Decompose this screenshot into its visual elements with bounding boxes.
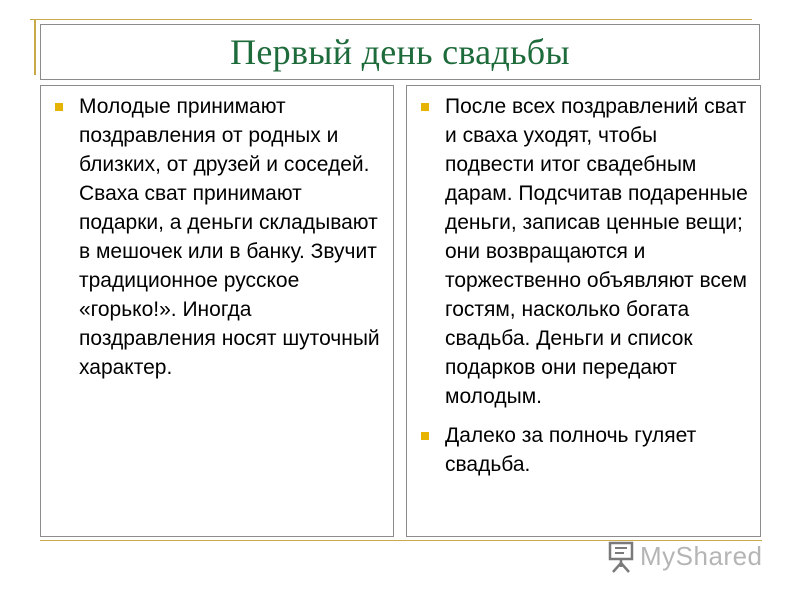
watermark-text: MyShared: [640, 540, 763, 571]
bullet-item: [421, 421, 750, 479]
bullet-square-icon: [421, 432, 429, 440]
bullet-square-icon: [421, 103, 429, 111]
right-bullet-list: [421, 92, 750, 479]
left-column: [40, 85, 394, 537]
right-column: [406, 85, 761, 537]
slide-title: Первый день свадьбы: [230, 32, 570, 72]
left-bullet-list: [55, 92, 383, 382]
title-box: [40, 24, 760, 80]
bullet-item: [55, 92, 383, 382]
bullet-text: После всех поздравлений сват и сваха уходят, чтобы подвести итог свадебным дарам. Подсчитав подаренные деньги, записав ценные вещи; они возвращаются и торжественно объявляют всем гостям, насколько богата свадьба. Деньги и список подарков они передают молодым.: [445, 95, 748, 408]
presentation-board-icon: [608, 539, 634, 573]
bullet-text: Далеко за полночь гуляет свадьба.: [445, 424, 697, 476]
bullet-item: [421, 92, 750, 411]
frame-line-top: [30, 19, 752, 20]
bullet-text: Молодые принимают поздравления от родных и близких, от друзей и соседей. Сваха сват принимают подарки, а деньги складывают в мешочек или в банку. Звучит традиционное русское «горько!». Иногда поздравления носят шуточный характер.: [79, 95, 380, 379]
myshared-logo: [608, 536, 763, 576]
bullet-square-icon: [55, 103, 63, 111]
frame-line-left: [34, 19, 36, 75]
